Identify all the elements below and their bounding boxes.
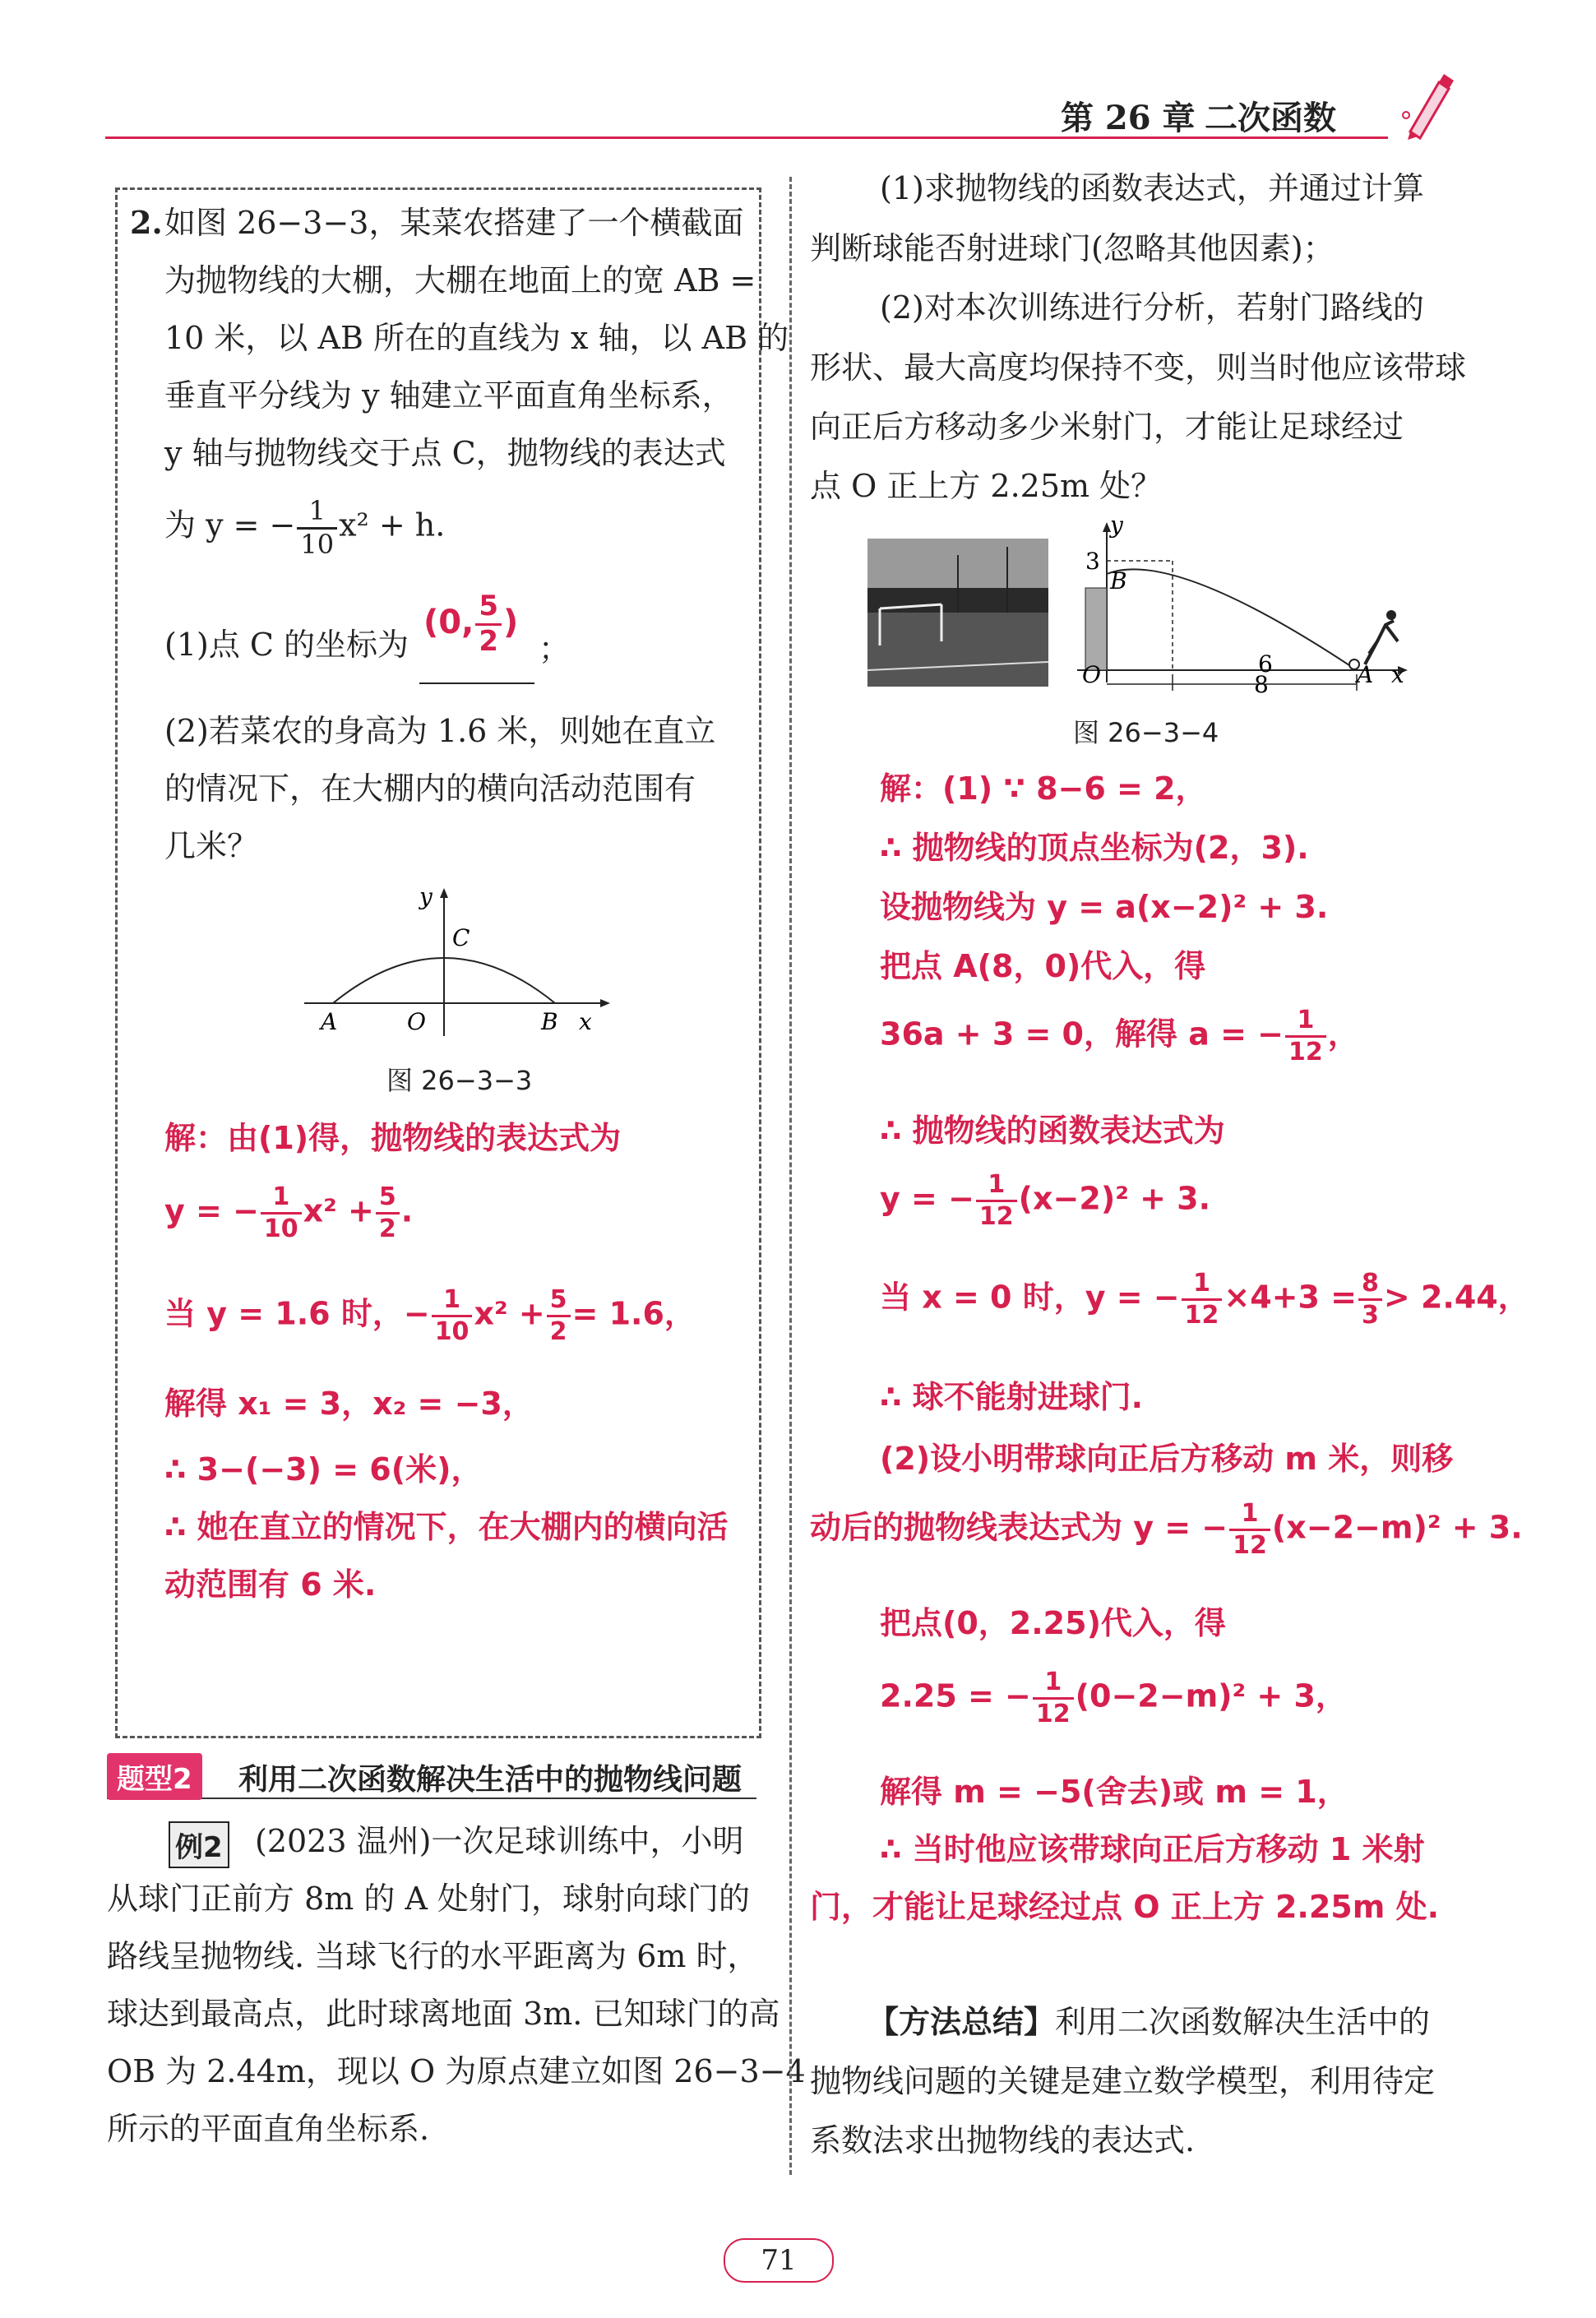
p2-sol-1: 解：由(1)得，抛物线的表达式为 <box>164 1120 622 1156</box>
x-axis-arrow-1 <box>600 999 610 1007</box>
type2-title: 利用二次函数解决生活中的抛物线问题 <box>238 1763 742 1797</box>
problem2-q2-line-2: 的情况下，在大棚内的横向活动范围有 <box>164 770 696 807</box>
summary-tag: 【方法总结】 <box>867 2004 1056 2040</box>
p2-sol-6: ∴ 她在直立的情况下，在大棚内的横向活 <box>164 1509 729 1545</box>
column-divider <box>789 177 792 2175</box>
fig1-label-A: A <box>321 1008 338 1035</box>
r-sol-6: ∴ 抛物线的函数表达式为 <box>880 1113 1225 1149</box>
summary-line-3: 系数法求出抛物线的表达式. <box>810 2122 1196 2158</box>
right-q2-line-2: 形状、最大高度均保持不变，则当时他应该带球 <box>810 349 1467 386</box>
q1-semicolon: ； <box>539 631 571 667</box>
r-sol-3: 设抛物线为 y = a(x−2)² + 3. <box>880 889 1329 925</box>
r-sol-8: 当 x = 0 时，y = − $\frac{1}{12}$ ×4+3 = $\frac{8}{3}$ > 2.44， <box>880 1269 1529 1330</box>
problem2-line-1: 如图 26−3−3，某菜农搭建了一个横截面 <box>164 205 744 241</box>
example2-line-6: 所示的平面直角坐标系. <box>107 2111 430 2147</box>
type2-tag: 题型2 <box>107 1753 202 1800</box>
right-q2-line-1: (2)对本次训练进行分析，若射门路线的 <box>880 289 1424 326</box>
svg-text:x: x <box>1391 661 1404 688</box>
fig1-label-y: y <box>419 883 433 910</box>
r-sol-4: 把点 A(8，0)代入，得 <box>880 948 1206 984</box>
problem2-expression: 为 y = − $\frac{1}{10}$ x² + h. <box>164 495 446 560</box>
p2-sol-2: y = − $\frac{1}{10}$ x² + $\frac{5}{2}$ . <box>164 1182 414 1243</box>
example2-line-3: 路线呈抛物线. 当球飞行的水平距离为 6m 时， <box>107 1938 759 1974</box>
figure-26-3-3 <box>296 880 625 1044</box>
svg-text:A: A <box>1357 661 1374 688</box>
fig1-label-x: x <box>579 1008 592 1035</box>
right-q2-line-4: 点 O 正上方 2.25m 处？ <box>810 468 1163 504</box>
r-sol-5: 36a + 3 = 0，解得 a = − $\frac{1}{12}$ ， <box>880 1006 1359 1066</box>
q1-answer: (0, $\frac{5}{2}$ ) <box>423 590 519 658</box>
problem2-line-4: 垂直平分线为 y 轴建立平面直角坐标系， <box>164 377 733 414</box>
parabola-diagram-2 <box>1061 518 1423 695</box>
right-q1-line-2: 判断球能否射进球门(忽略其他因素)； <box>810 230 1335 266</box>
summary-line-1: 【方法总结】利用二次函数解决生活中的 <box>867 2004 1431 2040</box>
example2-line-4: 球达到最高点，此时球离地面 3m. 已知球门的高 <box>107 1996 780 2032</box>
p2-sol-7: 动范围有 6 米. <box>164 1566 377 1603</box>
svg-text:y: y <box>1110 518 1123 539</box>
type2-heading <box>107 1751 756 1799</box>
page-number-badge <box>724 2238 834 2283</box>
parabola-diagram-1 <box>296 880 625 1044</box>
fig1-label-B: B <box>541 1008 558 1035</box>
example2-tag: 例2 <box>169 1821 229 1868</box>
summary-line-2: 抛物线问题的关键是建立数学模型，利用待定 <box>810 2063 1436 2099</box>
r-sol-16: 门，才能让足球经过点 O 正上方 2.25m 处. <box>810 1889 1440 1925</box>
problem2-q1: (1)点 C 的坐标为 <box>164 627 409 663</box>
svg-text:6: 6 <box>1258 650 1273 678</box>
example2-line-2: 从球门正前方 8m 的 A 处射门，球射向球门的 <box>107 1881 750 1917</box>
figure-26-3-4 <box>1061 518 1423 695</box>
r-sol-10: (2)设小明带球向正后方移动 m 米，则移 <box>880 1441 1454 1477</box>
example2-line-5: OB 为 2.44m，现以 O 为原点建立如图 26−3−4 <box>107 2053 806 2089</box>
r-sol-7: y = − $\frac{1}{12}$ (x−2)² + 3. <box>880 1170 1211 1231</box>
p2-sol-3: 当 y = 1.6 时，− $\frac{1}{10}$ x² + $\frac{5}{2}$ = 1.6， <box>164 1285 696 1346</box>
r-sol-13: 2.25 = − $\frac{1}{12}$ (0−2−m)² + 3， <box>880 1668 1347 1728</box>
r-sol-9: ∴ 球不能射进球门. <box>880 1379 1144 1415</box>
r-sol-2: ∴ 抛物线的顶点坐标为(2，3). <box>880 830 1309 866</box>
problem2-q2-line-3: 几米？ <box>164 828 259 864</box>
fig1-label-O: O <box>407 1008 426 1035</box>
problem2-line-2: 为抛物线的大棚，大棚在地面上的宽 AB = <box>164 262 756 298</box>
chapter-title: 二次函数 <box>1205 99 1336 137</box>
svg-text:B: B <box>1110 567 1127 595</box>
figure-26-3-4-caption: 图 26−3−4 <box>1073 717 1219 748</box>
r-sol-1: 解：(1) ∵ 8−6 = 2， <box>880 770 1207 807</box>
problem2-q2-line-1: (2)若菜农的身高为 1.6 米，则她在直立 <box>164 713 716 749</box>
problem2-line-5: y 轴与抛物线交于点 C，抛物线的表达式 <box>164 435 726 471</box>
problem2-number: 2. <box>130 204 163 241</box>
r-sol-12: 把点(0，2.25)代入，得 <box>880 1605 1226 1641</box>
fig1-label-C: C <box>452 924 470 951</box>
r-sol-11: 动后的抛物线表达式为 y = − $\frac{1}{12}$ (x−2−m)² + 3. <box>810 1499 1523 1560</box>
page-number: 71 <box>761 2244 797 2277</box>
chapter-label: 第 26 章 <box>1061 99 1196 137</box>
right-q2-line-3: 向正后方移动多少米射门，才能让足球经过 <box>810 409 1404 445</box>
pencil-icon <box>1398 66 1464 143</box>
p2-sol-4: 解得 x₁ = 3，x₂ = −3， <box>164 1386 534 1422</box>
right-q1-line-1: (1)求抛物线的函数表达式，并通过计算 <box>880 170 1424 206</box>
problem2-line-3: 10 米，以 AB 所在的直线为 x 轴，以 AB 的 <box>164 320 789 356</box>
r-sol-14: 解得 m = −5(舍去)或 m = 1， <box>880 1774 1349 1810</box>
figure-26-3-3-caption: 图 26−3−3 <box>386 1065 533 1096</box>
y-axis-arrow-1 <box>440 888 448 898</box>
r-sol-15: ∴ 当时他应该带球向正后方移动 1 米射 <box>880 1831 1425 1867</box>
p2-sol-5: ∴ 3−(−3) = 6(米)， <box>164 1451 483 1487</box>
svg-text:8: 8 <box>1254 671 1269 695</box>
header-rule <box>105 136 1388 139</box>
example2-line-1: (2023 温州)一次足球训练中，小明 <box>255 1823 744 1859</box>
svg-text:3: 3 <box>1085 548 1100 575</box>
svg-text:O: O <box>1082 661 1101 688</box>
soccer-goal-photo <box>867 539 1048 687</box>
